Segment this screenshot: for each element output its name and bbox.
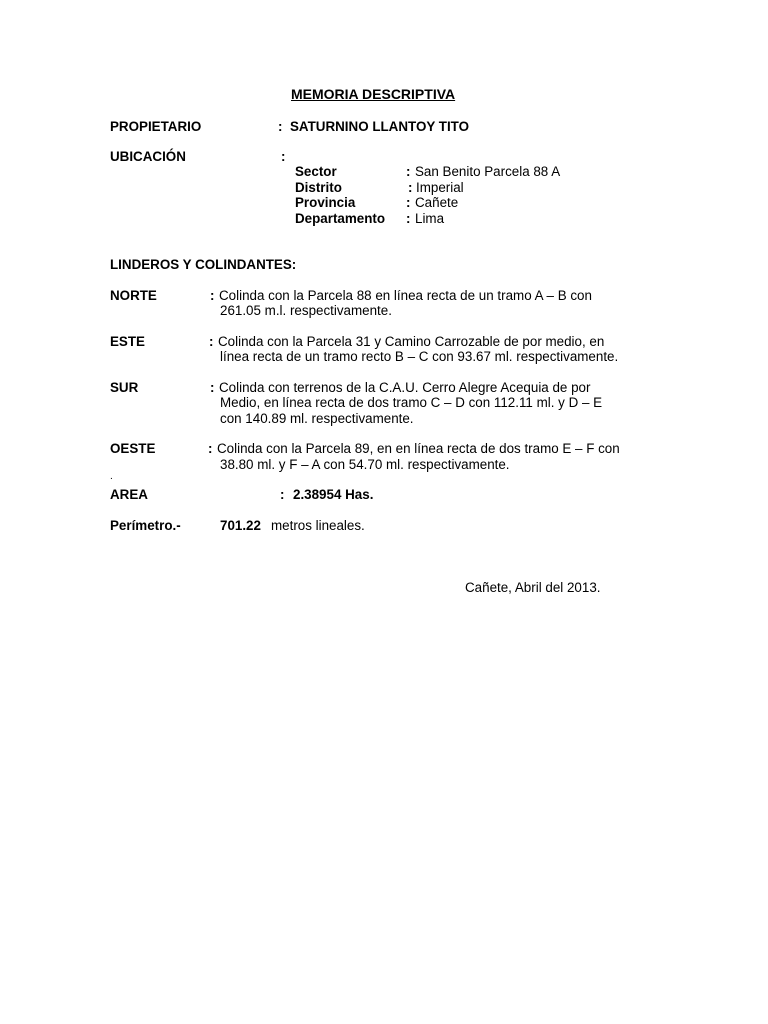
owner-label: PROPIETARIO [110,119,202,134]
province-value: Cañete [415,195,459,210]
south-line-2: Medio, en línea recta de dos tramo C – D con 112.11 ml. y D – E [220,395,603,410]
west-separator: : [208,441,213,456]
west-line-2: 38.80 ml. y F – A con 54.70 ml. respectivamente. [220,457,510,472]
perimeter-value: 701.22 [220,518,261,533]
south-label: SUR [110,380,139,395]
district-separator: : [408,180,413,195]
province-separator: : [406,195,411,210]
sector-separator: : [406,164,411,179]
perimeter-label: Perímetro.- [110,518,181,533]
south-line-1: Colinda con terrenos de la C.A.U. Cerro Alegre Acequia de por [219,380,591,395]
west-label: OESTE [110,441,156,456]
north-line-2: 261.05 m.l. respectivamente. [220,303,392,318]
district-label: Distrito [295,180,342,195]
north-line-1: Colinda con la Parcela 88 en línea recta de un tramo A – B con [219,288,592,303]
department-value: Lima [415,211,445,226]
east-separator: : [209,334,214,349]
area-separator: : [280,487,285,502]
district-value: Imperial [416,180,464,195]
province-label: Provincia [295,195,356,210]
location-label: UBICACIÓN [110,149,186,164]
west-line-1: Colinda con la Parcela 89, en en línea recta de dos tramo E – F con [217,441,620,456]
south-separator: : [210,380,215,395]
east-line-2: línea recta de un tramo recto B – C con 93.67 ml. respectivamente. [220,349,619,364]
area-value: 2.38954 Has. [293,487,374,502]
boundaries-heading: LINDEROS Y COLINDANTES: [110,257,297,272]
owner-separator: : [278,119,283,134]
south-line-3: con 140.89 ml. respectivamente. [220,411,414,426]
north-label: NORTE [110,288,157,303]
department-separator: : [406,211,411,226]
stray-dot: . [110,471,113,482]
perimeter-unit: metros lineales. [271,518,365,533]
north-separator: : [210,288,215,303]
sector-label: Sector [295,164,337,179]
east-line-1: Colinda con la Parcela 31 y Camino Carrozable de por medio, en [218,334,605,349]
location-separator: : [281,149,286,164]
owner-name: SATURNINO LLANTOY TITO [290,119,470,134]
department-label: Departamento [295,211,386,226]
area-label: AREA [110,487,148,502]
date-place: Cañete, Abril del 2013. [465,580,601,595]
east-label: ESTE [110,334,145,349]
document-title: MEMORIA DESCRIPTIVA [291,86,456,102]
sector-value: San Benito Parcela 88 A [415,164,561,179]
